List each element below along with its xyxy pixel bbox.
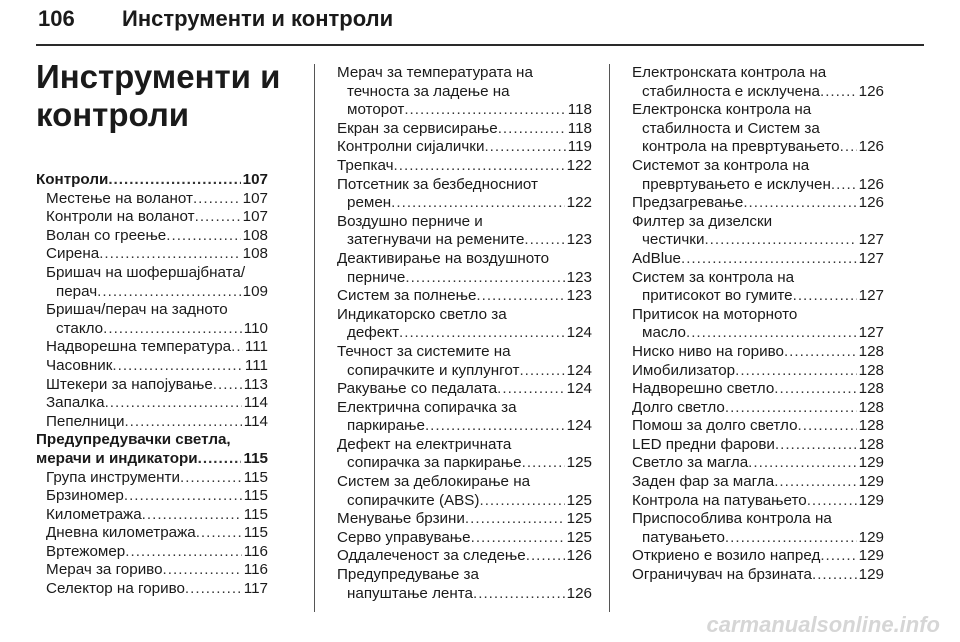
toc-entry-text: Екран за сервисирање bbox=[337, 119, 498, 137]
toc-entry-text: Течност за системите на bbox=[337, 342, 511, 360]
toc-entry-text: Индикаторско светло за bbox=[337, 305, 507, 323]
toc-entry-text: Дефект на електричната bbox=[337, 435, 512, 453]
dot-leader bbox=[784, 343, 857, 362]
toc-entry[interactable] bbox=[632, 473, 884, 492]
toc-entry-text: сопирачките (ABS) bbox=[347, 491, 480, 509]
toc-page-number: 128 bbox=[858, 361, 884, 379]
dot-leader bbox=[166, 227, 240, 246]
toc-entry-text: Филтер за дизелски bbox=[632, 212, 773, 230]
toc-entry-text: Ограничувач на брзината bbox=[632, 566, 812, 584]
toc-entry[interactable] bbox=[632, 380, 884, 399]
dot-leader bbox=[231, 338, 243, 357]
toc-entry-text: Мерач за температурата на bbox=[337, 64, 533, 81]
toc-entry-text: сопирачка за паркирање bbox=[347, 454, 522, 472]
toc-page-number: 118 bbox=[567, 119, 592, 137]
toc-entry-text: Електрична сопирачка за bbox=[337, 398, 517, 416]
toc-entry-text: Контрола на патувањето bbox=[632, 491, 807, 509]
toc-page-number: 110 bbox=[243, 319, 268, 337]
toc-page-number: 115 bbox=[243, 524, 268, 542]
toc-entry[interactable] bbox=[632, 436, 884, 455]
toc-page-number: 126 bbox=[858, 138, 884, 156]
toc-entry[interactable] bbox=[36, 245, 268, 264]
toc-entry-text: Часовник bbox=[46, 356, 113, 374]
toc-column-2 bbox=[337, 64, 592, 603]
dot-leader bbox=[748, 454, 856, 473]
dot-leader bbox=[526, 547, 565, 566]
toc-entry-text: Откриено е возило напред bbox=[632, 547, 821, 565]
toc-page-number: 127 bbox=[858, 249, 884, 267]
toc-page-number: 125 bbox=[566, 491, 592, 509]
dot-leader bbox=[399, 324, 565, 343]
toc-entry[interactable] bbox=[632, 194, 884, 213]
dot-leader bbox=[97, 283, 241, 302]
dot-leader bbox=[743, 194, 856, 213]
toc-entry[interactable] bbox=[337, 473, 592, 510]
toc-entry[interactable] bbox=[337, 529, 592, 548]
dot-leader bbox=[774, 380, 856, 399]
toc-entry-text: Бришач на шофершајбната/ bbox=[46, 263, 246, 281]
toc-entry-text: Мерач за гориво bbox=[46, 561, 163, 579]
toc-page-number: 122 bbox=[566, 156, 592, 174]
dot-leader bbox=[99, 245, 240, 264]
toc-entry[interactable] bbox=[337, 380, 592, 399]
toc-page-number: 111 bbox=[244, 338, 268, 356]
toc-page-number: 124 bbox=[566, 324, 592, 342]
toc-page-number: 127 bbox=[858, 231, 884, 249]
toc-entry[interactable] bbox=[632, 399, 884, 418]
page-header bbox=[38, 2, 924, 42]
toc-page-number: 107 bbox=[242, 189, 268, 207]
toc-page-number: 117 bbox=[243, 580, 268, 598]
dot-leader bbox=[704, 231, 856, 250]
toc-entry[interactable] bbox=[632, 492, 884, 511]
toc-page-number: 107 bbox=[242, 208, 268, 226]
dot-leader bbox=[108, 171, 240, 190]
toc-entry-text: Група инструменти bbox=[46, 468, 180, 486]
toc-entry-text: Сирена bbox=[46, 245, 100, 263]
dot-leader bbox=[213, 376, 242, 395]
toc-entry[interactable] bbox=[632, 64, 884, 101]
dot-leader bbox=[498, 120, 566, 139]
dot-leader bbox=[476, 287, 564, 306]
toc-entry[interactable] bbox=[36, 580, 268, 599]
toc-page-number: 126 bbox=[858, 194, 884, 212]
toc-entry-text: Електронска контрола на bbox=[632, 101, 812, 119]
toc-entry[interactable] bbox=[36, 190, 268, 209]
dot-leader bbox=[125, 543, 242, 562]
dot-leader bbox=[112, 357, 243, 376]
toc-entry-text: Заден фар за магла bbox=[632, 473, 775, 491]
toc-entry-text: Помош за долго светло bbox=[632, 417, 798, 435]
toc-entry[interactable] bbox=[337, 157, 592, 176]
toc-page-number: 126 bbox=[566, 547, 592, 565]
toc-entry-text: масло bbox=[642, 324, 686, 342]
toc-entry-text: Брзиномер bbox=[46, 487, 124, 505]
toc-entry-text: перач bbox=[56, 282, 98, 300]
dot-leader bbox=[195, 208, 241, 227]
dot-leader bbox=[404, 101, 565, 120]
toc-page-number: 127 bbox=[858, 287, 884, 305]
header-rule bbox=[36, 44, 924, 46]
column-divider bbox=[609, 64, 610, 612]
dot-leader bbox=[196, 524, 242, 543]
toc-entry-text: патувањето bbox=[642, 528, 725, 546]
toc-entry[interactable] bbox=[36, 376, 268, 395]
toc-entry[interactable] bbox=[337, 287, 592, 306]
toc-entry-text: Контроли bbox=[36, 171, 109, 188]
toc-page-number: 125 bbox=[566, 454, 592, 472]
toc-page-number: 127 bbox=[858, 324, 884, 342]
toc-page-number: 119 bbox=[567, 138, 592, 156]
toc-entry[interactable] bbox=[36, 394, 268, 413]
toc-entry[interactable] bbox=[36, 338, 268, 357]
dot-leader bbox=[394, 157, 565, 176]
toc-entry-text: Предупредувачки светла, bbox=[36, 431, 231, 449]
toc-page-number: 109 bbox=[242, 282, 268, 300]
toc-entry-text: Вртежомер bbox=[46, 542, 126, 560]
toc-entry[interactable] bbox=[632, 250, 884, 269]
toc-entry-text: мерачи и индикатори bbox=[36, 449, 198, 467]
dot-leader bbox=[519, 362, 564, 381]
toc-entry-text: Имобилизатор bbox=[632, 361, 736, 379]
toc-entry-text: моторот bbox=[347, 101, 405, 119]
toc-page-number: 115 bbox=[243, 468, 268, 486]
toc-page-number: 124 bbox=[566, 380, 592, 398]
toc-page-number: 123 bbox=[566, 287, 592, 305]
toc-entry-text: Контролни сијалички bbox=[337, 138, 485, 156]
toc-entry-text: стабилноста и Систем за bbox=[642, 119, 820, 137]
toc-entry-text: LED предни фарови bbox=[632, 435, 775, 453]
dot-leader bbox=[807, 492, 857, 511]
toc-page-number: 108 bbox=[242, 245, 268, 263]
toc-page-number: 129 bbox=[858, 473, 884, 491]
toc-page-number: 113 bbox=[243, 375, 268, 393]
toc-page-number: 125 bbox=[566, 510, 592, 528]
toc-entry-text: Дневна километража bbox=[46, 524, 196, 542]
dot-leader bbox=[180, 469, 242, 488]
dot-leader bbox=[798, 417, 857, 436]
toc-page-number: 123 bbox=[566, 231, 592, 249]
toc-page-number: 128 bbox=[858, 417, 884, 435]
dot-leader bbox=[193, 190, 241, 209]
dot-leader bbox=[775, 436, 857, 455]
toc-entry[interactable] bbox=[632, 454, 884, 473]
toc-entry[interactable] bbox=[36, 171, 268, 190]
toc-entry[interactable] bbox=[337, 436, 592, 473]
toc-entry[interactable] bbox=[36, 487, 268, 506]
toc-page-number: 129 bbox=[858, 566, 884, 584]
running-head: Инструменти и контроли bbox=[122, 6, 394, 31]
toc-page-number: 129 bbox=[858, 547, 884, 565]
toc-column-1 bbox=[36, 171, 268, 599]
toc-page-number: 107 bbox=[242, 171, 268, 188]
toc-entry-text: течноста за ладење на bbox=[347, 82, 510, 100]
toc-entry[interactable] bbox=[337, 566, 592, 603]
toc-entry[interactable] bbox=[337, 120, 592, 139]
dot-leader bbox=[405, 269, 564, 288]
toc-entry[interactable] bbox=[337, 250, 592, 287]
toc-entry[interactable] bbox=[36, 301, 268, 338]
toc-entry-text: Воздушно перниче и bbox=[337, 212, 483, 230]
toc-entry[interactable] bbox=[36, 524, 268, 543]
toc-entry-text: притисокот во гумите bbox=[642, 287, 793, 305]
toc-entry-text: Притисок на моторното bbox=[632, 305, 798, 323]
toc-page-number: 125 bbox=[566, 528, 592, 546]
dot-leader bbox=[793, 287, 857, 306]
dot-leader bbox=[735, 362, 857, 381]
toc-entry-text: сопирачките и куплунгот bbox=[347, 361, 520, 379]
toc-entry-text: стакло bbox=[56, 319, 104, 337]
toc-entry[interactable] bbox=[337, 343, 592, 380]
dot-leader bbox=[425, 417, 565, 436]
toc-entry[interactable] bbox=[632, 157, 884, 194]
toc-page-number: 122 bbox=[566, 194, 592, 212]
toc-entry[interactable] bbox=[337, 213, 592, 250]
dot-leader bbox=[103, 320, 242, 339]
dot-leader bbox=[484, 138, 565, 157]
page-number: 106 bbox=[38, 6, 75, 31]
toc-entry-text: Предупредување за bbox=[337, 566, 479, 584]
toc-page-number: 128 bbox=[858, 398, 884, 416]
toc-entry-text: Местење на воланот bbox=[46, 189, 193, 207]
toc-entry-text: Ниско ниво на гориво bbox=[632, 342, 784, 360]
toc-entry[interactable] bbox=[632, 213, 884, 250]
toc-entry-text: Штекери за напојување bbox=[46, 375, 213, 393]
toc-entry-text: перниче bbox=[347, 268, 406, 286]
toc-entry-text: Приспособлива контрола на bbox=[632, 510, 832, 528]
toc-entry[interactable] bbox=[632, 547, 884, 566]
toc-entry[interactable] bbox=[632, 417, 884, 436]
dot-leader bbox=[105, 394, 242, 413]
dot-leader bbox=[681, 250, 857, 269]
toc-entry-text: Долго светло bbox=[632, 398, 725, 416]
dot-leader bbox=[391, 194, 564, 213]
toc-entry[interactable] bbox=[36, 543, 268, 562]
toc-entry[interactable] bbox=[337, 176, 592, 213]
toc-entry-text: честички bbox=[642, 231, 705, 249]
toc-entry[interactable] bbox=[632, 306, 884, 343]
toc-entry-text: превртувањето е исклучен bbox=[642, 175, 831, 193]
toc-entry-text: Светло за магла bbox=[632, 454, 749, 472]
toc-page-number: 128 bbox=[858, 342, 884, 360]
toc-entry[interactable] bbox=[632, 566, 884, 585]
toc-entry-text: Деактивирање на воздушното bbox=[337, 249, 550, 267]
toc-entry[interactable] bbox=[36, 357, 268, 376]
toc-entry[interactable] bbox=[36, 208, 268, 227]
dot-leader bbox=[185, 580, 242, 599]
toc-entry[interactable] bbox=[632, 269, 884, 306]
toc-entry-text: стабилноста е исклучена bbox=[642, 82, 820, 100]
toc-entry-text: Километража bbox=[46, 505, 142, 523]
toc-page-number: 114 bbox=[243, 394, 268, 412]
toc-entry-text: Трепкач bbox=[337, 156, 394, 174]
dot-leader bbox=[471, 529, 565, 548]
toc-entry-text: Систем за деблокирање на bbox=[337, 473, 531, 491]
dot-leader bbox=[124, 487, 242, 506]
toc-column-3 bbox=[632, 64, 884, 585]
toc-page-number: 124 bbox=[566, 417, 592, 435]
dot-leader bbox=[198, 450, 242, 469]
toc-entry[interactable] bbox=[36, 413, 268, 432]
toc-entry-text: AdBlue bbox=[632, 249, 681, 267]
dot-leader bbox=[473, 585, 565, 604]
dot-leader bbox=[479, 492, 564, 511]
toc-entry-text: Предзагревање bbox=[632, 194, 744, 212]
toc-entry-text: Пепелници bbox=[46, 412, 125, 430]
dot-leader bbox=[497, 380, 565, 399]
dot-leader bbox=[142, 506, 242, 525]
dot-leader bbox=[725, 529, 857, 548]
dot-leader bbox=[465, 510, 565, 529]
dot-leader bbox=[124, 413, 241, 432]
toc-entry-text: Волан со греење bbox=[46, 226, 167, 244]
toc-entry[interactable] bbox=[632, 362, 884, 381]
toc-entry[interactable] bbox=[36, 469, 268, 488]
toc-entry[interactable] bbox=[337, 510, 592, 529]
toc-entry-text: Контроли на воланот bbox=[46, 208, 195, 226]
toc-page-number: 116 bbox=[243, 542, 268, 560]
toc-entry-text: Систем за полнење bbox=[337, 287, 477, 305]
toc-entry-text: Оддалеченост за следење bbox=[337, 547, 526, 565]
toc-page-number: 111 bbox=[244, 356, 268, 374]
toc-entry-text: Потсетник за безбедносниот bbox=[337, 175, 538, 193]
toc-entry-text: Селектор на гориво bbox=[46, 580, 185, 598]
toc-page-number: 126 bbox=[858, 175, 884, 193]
toc-entry-text: Запалка bbox=[46, 394, 105, 412]
toc-entry-text: Електронската контрола на bbox=[632, 64, 827, 81]
dot-leader bbox=[774, 473, 856, 492]
toc-page-number: 116 bbox=[243, 561, 268, 579]
toc-entry-text: Системот за контрола на bbox=[632, 156, 810, 174]
toc-entry[interactable] bbox=[632, 510, 884, 547]
toc-entry-text: Ракување со педалата bbox=[337, 380, 498, 398]
toc-page-number: 118 bbox=[567, 101, 592, 119]
toc-page-number: 128 bbox=[858, 435, 884, 453]
toc-page-number: 108 bbox=[242, 226, 268, 244]
toc-entry-text: дефект bbox=[347, 324, 400, 342]
dot-leader bbox=[686, 324, 857, 343]
toc-entry[interactable] bbox=[337, 547, 592, 566]
toc-entry[interactable] bbox=[36, 506, 268, 525]
toc-entry-text: контрола на превртувањето bbox=[642, 138, 840, 156]
toc-entry-text: паркирање bbox=[347, 417, 425, 435]
dot-leader bbox=[524, 231, 564, 250]
toc-entry[interactable] bbox=[36, 561, 268, 580]
toc-entry[interactable] bbox=[36, 431, 268, 468]
toc-page-number: 128 bbox=[858, 380, 884, 398]
toc-page-number: 114 bbox=[243, 412, 268, 430]
toc-entry[interactable] bbox=[337, 138, 592, 157]
toc-page-number: 115 bbox=[243, 487, 268, 505]
toc-page-number: 126 bbox=[566, 584, 592, 602]
dot-leader bbox=[522, 454, 565, 473]
toc-page-number: 129 bbox=[858, 454, 884, 472]
toc-page-number: 115 bbox=[243, 449, 268, 467]
toc-entry[interactable] bbox=[36, 227, 268, 246]
dot-leader bbox=[820, 547, 856, 566]
toc-entry-text: Надворешно светло bbox=[632, 380, 775, 398]
watermark: carmanualsonline.info bbox=[706, 612, 940, 637]
toc-page-number: 126 bbox=[858, 82, 884, 100]
toc-entry[interactable] bbox=[36, 264, 268, 301]
toc-entry[interactable] bbox=[337, 64, 592, 120]
dot-leader bbox=[840, 138, 857, 157]
toc-entry-text: напуштање лента bbox=[347, 584, 474, 602]
toc-page-number: 124 bbox=[566, 361, 592, 379]
dot-leader bbox=[820, 83, 857, 102]
dot-leader bbox=[163, 561, 242, 580]
toc-entry-text: затегнувачи на ремените bbox=[347, 231, 525, 249]
toc-page-number: 129 bbox=[858, 491, 884, 509]
toc-entry-text: Систем за контрола на bbox=[632, 268, 795, 286]
toc-entry-text: ремен bbox=[347, 194, 392, 212]
toc-entry[interactable] bbox=[632, 101, 884, 157]
toc-page-number: 129 bbox=[858, 528, 884, 546]
toc-page-number: 115 bbox=[243, 505, 268, 523]
section-title: Инструменти и контроли bbox=[36, 58, 281, 133]
toc-entry-text: Бришач/перач на задното bbox=[46, 301, 228, 319]
toc-page-number: 123 bbox=[566, 268, 592, 286]
toc-entry[interactable] bbox=[632, 343, 884, 362]
column-divider bbox=[314, 64, 315, 612]
toc-entry-text: Надворешна температура bbox=[46, 338, 232, 356]
dot-leader bbox=[725, 399, 857, 418]
toc-entry[interactable] bbox=[337, 306, 592, 343]
dot-leader bbox=[812, 566, 857, 585]
dot-leader bbox=[831, 176, 857, 195]
toc-entry[interactable] bbox=[337, 399, 592, 436]
toc-entry-text: Серво управување bbox=[337, 528, 471, 546]
toc-entry-text: Менување брзини bbox=[337, 510, 465, 528]
